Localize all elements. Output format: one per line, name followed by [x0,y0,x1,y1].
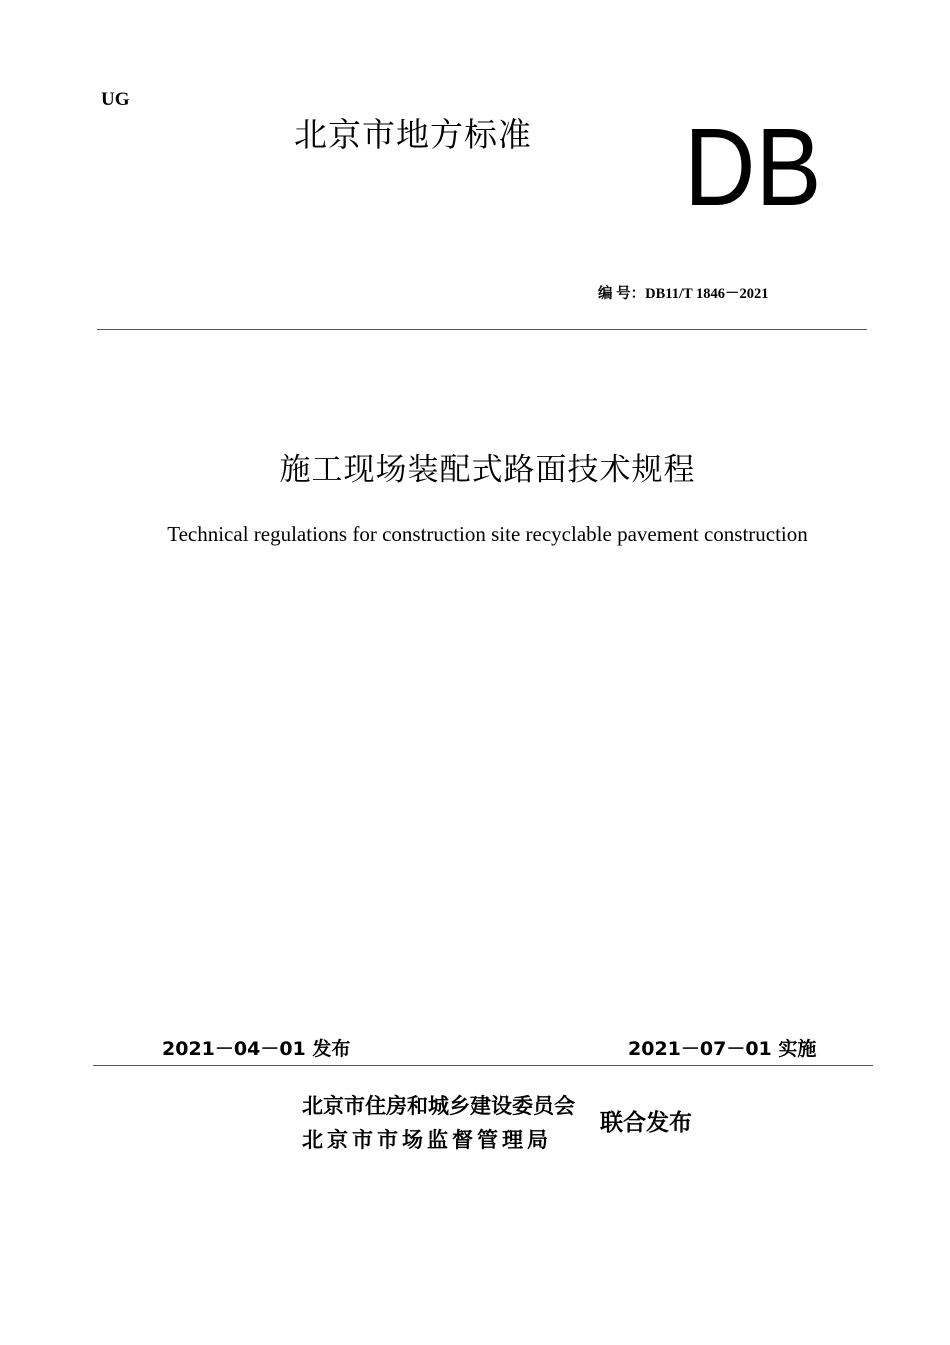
standard-number-label: 编 号： [598,286,646,302]
joint-release-label: 联合发布 [600,1110,692,1136]
issuer-market-administration: 北京市市场监督管理局 [302,1128,552,1152]
implementation-date: 2021－07－01 实施 [628,1038,817,1060]
standard-number [598,284,769,304]
issue-date: 2021－04－01 发布 [162,1038,351,1060]
header-divider [97,329,867,330]
document-title-chinese: 施工现场装配式路面技术规程 [279,452,696,488]
standard-type-title: 北京市地方标准 [294,115,532,154]
db-logo: DB [684,106,822,229]
standard-number-value: DB11/T 1846－2021 [645,286,769,302]
issuer-housing-commission: 北京市住房和城乡建设委员会 [302,1094,575,1118]
classification-code: UG [101,89,130,110]
document-title-english: Technical regulations for construction site recyclable pavement construction [167,522,808,546]
footer-divider [93,1065,873,1066]
